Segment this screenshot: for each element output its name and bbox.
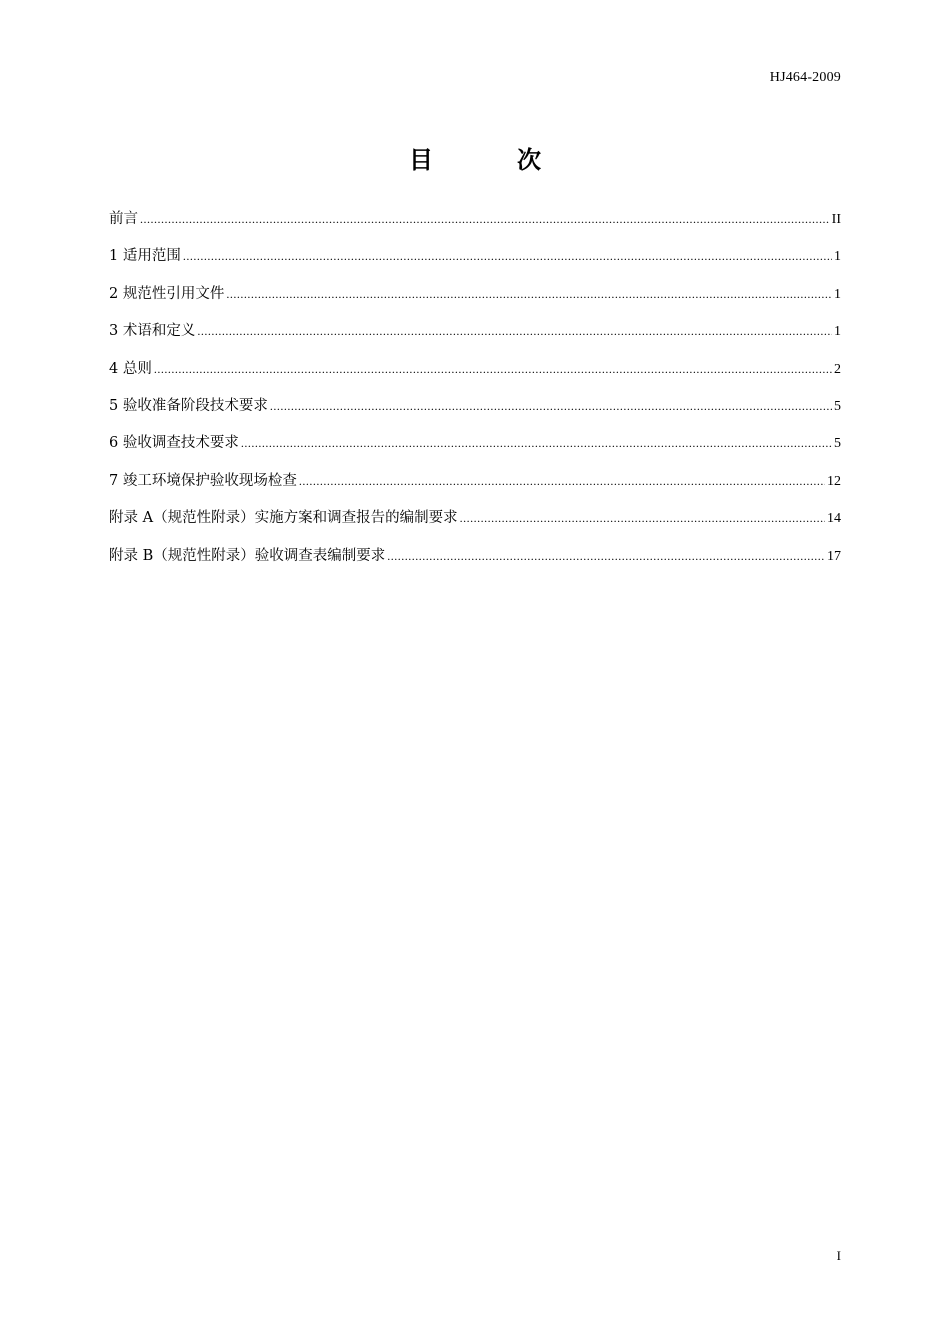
toc-entry-page: 1 bbox=[834, 286, 841, 302]
toc-entry-label: 6 验收调查技术要求 bbox=[109, 435, 239, 452]
toc-entry-appendix-a[interactable] bbox=[109, 507, 841, 544]
toc-entry-preface[interactable] bbox=[109, 208, 841, 245]
page-title: 目 次 bbox=[409, 146, 571, 174]
toc-entry-page: 14 bbox=[827, 511, 841, 527]
toc-entry-2[interactable] bbox=[109, 283, 841, 320]
toc-entry-1[interactable] bbox=[109, 245, 841, 282]
toc-dot-leader bbox=[241, 432, 832, 454]
toc-entry-5[interactable] bbox=[109, 395, 841, 432]
table-of-contents bbox=[109, 208, 841, 582]
toc-entry-page: 12 bbox=[827, 473, 841, 489]
document-code: HJ464-2009 bbox=[769, 70, 841, 85]
toc-dot-leader bbox=[140, 208, 830, 230]
toc-entry-page: 1 bbox=[834, 324, 841, 340]
toc-dot-leader bbox=[154, 358, 832, 380]
toc-entry-label: 4 总则 bbox=[109, 360, 152, 377]
toc-dot-leader bbox=[299, 470, 825, 492]
toc-entry-page: II bbox=[831, 212, 841, 227]
toc-entry-6[interactable] bbox=[109, 432, 841, 469]
toc-entry-label: 7 竣工环境保护验收现场检查 bbox=[109, 472, 297, 489]
toc-entry-page: 2 bbox=[834, 361, 841, 377]
toc-entry-label: 附录 B（规范性附录）验收调查表编制要求 bbox=[109, 547, 386, 564]
toc-entry-appendix-b[interactable] bbox=[109, 545, 841, 582]
toc-dot-leader bbox=[387, 545, 825, 567]
toc-dot-leader bbox=[197, 320, 832, 342]
toc-entry-4[interactable] bbox=[109, 358, 841, 395]
toc-entry-label: 1 适用范围 bbox=[109, 248, 181, 265]
toc-entry-3[interactable] bbox=[109, 320, 841, 357]
toc-entry-label: 附录 A（规范性附录）实施方案和调查报告的编制要求 bbox=[109, 510, 458, 527]
toc-entry-label: 5 验收准备阶段技术要求 bbox=[109, 397, 268, 414]
toc-entry-page: 5 bbox=[834, 398, 841, 414]
toc-entry-page: 17 bbox=[827, 548, 841, 564]
toc-entry-label: 前言 bbox=[109, 211, 138, 227]
toc-entry-label: 2 规范性引用文件 bbox=[109, 285, 225, 302]
toc-dot-leader bbox=[270, 395, 832, 417]
page-number: I bbox=[836, 1248, 841, 1263]
toc-dot-leader bbox=[183, 245, 832, 267]
toc-dot-leader bbox=[226, 283, 832, 305]
toc-entry-7[interactable] bbox=[109, 470, 841, 507]
toc-dot-leader bbox=[460, 507, 825, 529]
toc-entry-label: 3 术语和定义 bbox=[109, 323, 196, 340]
toc-entry-page: 1 bbox=[834, 249, 841, 265]
toc-entry-page: 5 bbox=[834, 436, 841, 452]
